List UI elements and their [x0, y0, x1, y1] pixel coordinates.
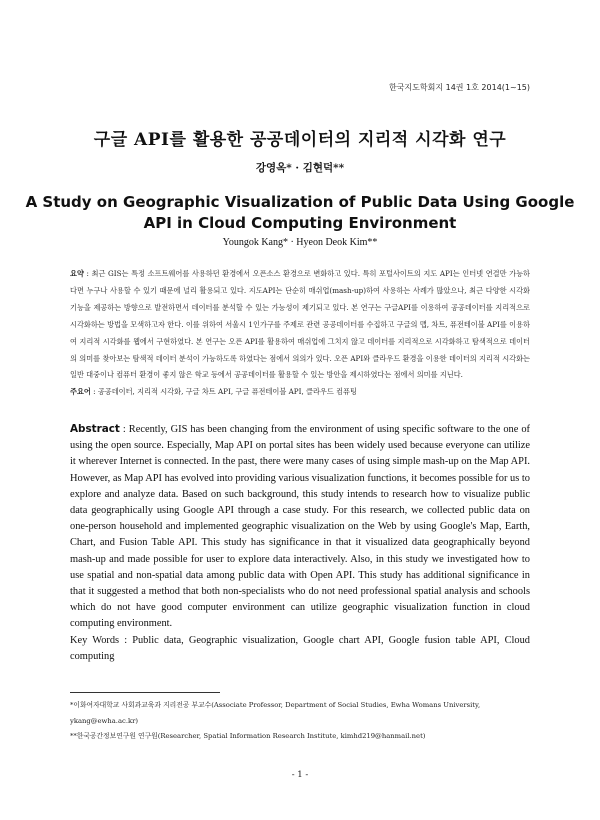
korean-keywords-label: 주요어	[70, 387, 91, 397]
english-abstract-text: Recently, GIS has been changing from the environment of using specific software to the one of using the open source. Especially, Map API on portal sites has been widely used because everyone can utilize it wherever Internet is connected. In the past, there were many cases of using simple mash-up on the Map API. However, as Map API has evolved into providing various visualization functions, it becomes possible for us to explore and analyze data. Based on such background, this study intends to research how to visualize public data geographically using Google API through a case study. For this research, we collected public data on one-person household and implemented geographic visualization on the Web by using Google's Map, Earth, Chart, and Fusion Table API. This study has significance in that it visualized data geographically beyond mash-up and made possible for user to explore data interactively. Also, in this study we investigated how to use spatial and non-spatial data among public data with Open API. This study has additional significance in that it suggested a method that both non-specialists who do not need professional spatial analysis and schools which do not have good computer environment can utilize geographic visualization function in cloud computing environment.	[70, 424, 530, 630]
english-keywords-label: Key Words	[70, 634, 120, 646]
english-abstract-colon: :	[119, 424, 129, 435]
english-keywords-colon: :	[119, 634, 133, 646]
english-title-line-1: A Study on Geographic Visualization of Public Data Using Google	[25, 193, 575, 211]
korean-title: 구글 API를 활용한 공공데이터의 지리적 시각화 연구	[93, 130, 507, 150]
english-keywords: Public data, Geographic visualization, Google chart API, Google fusion table API, Cloud computing	[70, 634, 530, 662]
english-authors: Youngok Kang* · Hyeon Deok Kim**	[222, 237, 378, 248]
korean-abstract-label: 요약	[70, 269, 84, 278]
english-abstract	[70, 421, 530, 665]
footnote-2: **한국공간정보연구원 연구원(Researcher, Spatial Information Research Institute, kimhd219@hanmail.net)	[70, 732, 426, 740]
korean-keywords-colon: :	[90, 387, 98, 397]
journal-header: 한국지도학회지 14권 1호 2014(1~15)	[388, 83, 530, 92]
english-title	[0, 192, 600, 234]
english-abstract-label: Abstract	[70, 423, 120, 435]
korean-abstract	[70, 266, 530, 401]
korean-keywords: 공공데이터, 지리적 시각화, 구글 차트 API, 구글 퓨전테이블 API, 클라우드 컴퓨팅	[97, 387, 357, 397]
footnote-1: *이화여자대학교 사회과교육과 지리전공 부교수(Associate Professor, Department of Social Studies, Ewha Womans University, ykang@ewha.ac.kr)	[70, 701, 481, 725]
english-title-line-2: API in Cloud Computing Environment	[143, 214, 457, 232]
korean-authors: 강영옥* · 김현덕**	[255, 162, 345, 174]
footnote-divider	[70, 692, 220, 693]
footnotes	[70, 698, 530, 745]
page-number: - 1 -	[291, 770, 309, 780]
korean-abstract-colon: :	[83, 269, 92, 278]
korean-abstract-text: 최근 GIS는 특정 소프트웨어를 사용하던 환경에서 오픈소스 환경으로 변화하고 있다. 특히 포털사이트의 지도 API는 인터넷 연결만 가능하다면 누구나 사용할 수 있기 때문에 널리 활용되고 있다. 지도API는 단순히 매쉬업(mash-up)하여 사용하는 사례가 많았으나, 최근 다양한 시각화 기능을 제공하는 방향으로 발전하면서 데이터를 분석할 수 있는 가능성이 제기되고 있다. 본 연구는 구글API를 이용하여 공공데이터를 지리적으로 시각화하는 방법을 모색하고자 한다. 이를 위하여 서울시 1인가구를 주제로 관련 공공데이터를 수집하고 구글의 맵, 차트, 퓨전테이블 API를 이용하여 지리적 시각화를 웹에서 구현하였다. 본 연구는 오픈 API를 활용하여 매쉬업에 그치지 않고 데이터를 지리적으로 시각화하고 탐색적으로 데이터의 의미를 찾아보는 탐색적 데이터 분석이 가능하도록 하였다는 점에서 의의가 있다. 오픈 API와 클라우드 환경을 이용한 데이터의 지리적 시각화는 일반 대중이나 컴퓨터 환경이 좋지 않은 학교 등에서 공공데이터를 활용할 수 있는 방안을 제시하였다는 점에서 의미를 지닌다.	[70, 269, 530, 380]
